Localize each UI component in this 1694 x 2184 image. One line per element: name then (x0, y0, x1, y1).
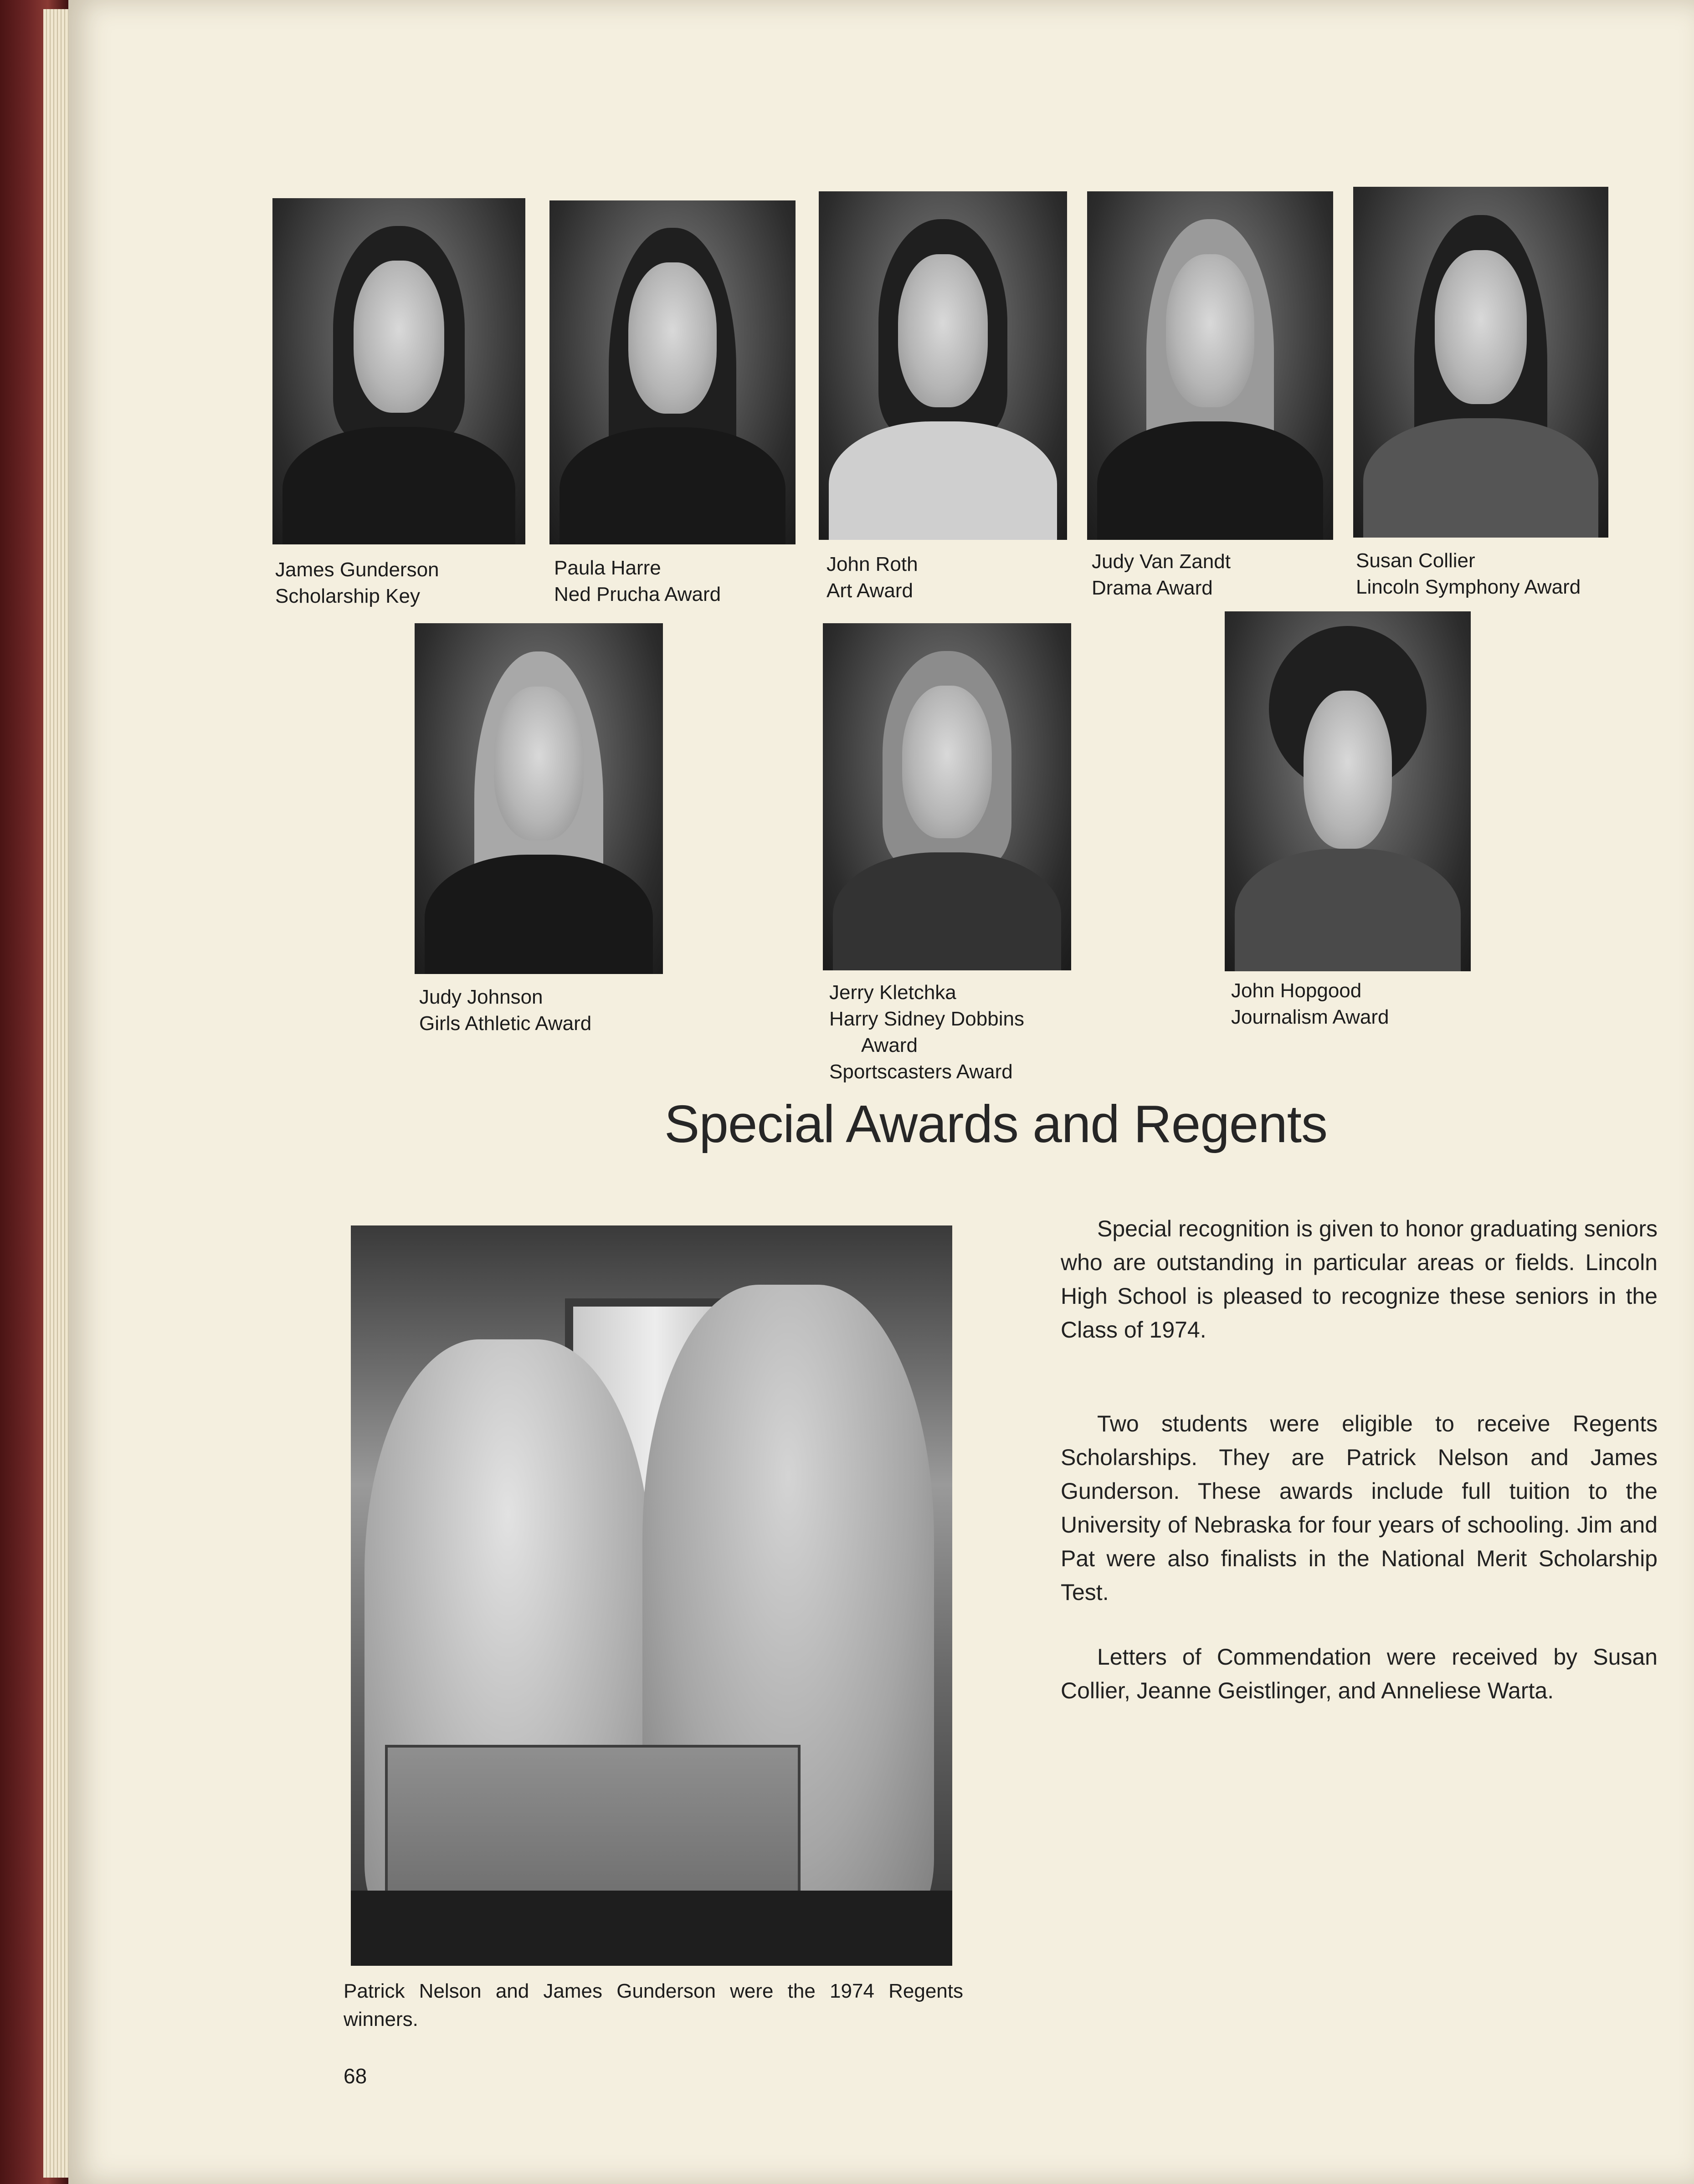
portrait-photo-judy-johnson (415, 623, 663, 974)
yearbook-page (68, 0, 1694, 2184)
portrait-name: Judy Van Zandt (1092, 550, 1231, 573)
portrait-award: Art Award (826, 579, 913, 602)
photo-caption: Patrick Nelson and James Gunderson were the 1974 Regents winners. (344, 1980, 963, 2030)
portrait-award: Scholarship Key (275, 585, 420, 607)
portrait-caption (1356, 548, 1581, 600)
body-paragraph-3: Letters of Commendation were received by Susan Collier, Jeanne Geistlinger, and Anneliese Warta. (1061, 1644, 1658, 1703)
page-title: Special Awards and Regents (664, 1094, 1328, 1154)
portrait-award: Girls Athletic Award (419, 1012, 592, 1035)
portrait-caption (419, 984, 591, 1037)
portrait-photo-james-gunderson (272, 198, 525, 544)
portrait-caption (1231, 978, 1389, 1030)
regents-winners-photo (351, 1225, 952, 1966)
portrait-photo-judy-van-zandt (1087, 191, 1333, 540)
portrait-award: Journalism Award (1231, 1006, 1389, 1028)
portrait-name: Susan Collier (1356, 549, 1475, 572)
portrait-photo-susan-collier (1353, 187, 1608, 538)
portrait-award: Sportscasters Award (829, 1061, 1013, 1083)
portrait-name: Jerry Kletchka (829, 981, 956, 1004)
portrait-photo-john-hopgood (1225, 611, 1471, 971)
portrait-caption (1092, 549, 1231, 601)
portrait-photo-jerry-kletchka (823, 623, 1071, 970)
portrait-award: Ned Prucha Award (554, 583, 721, 605)
portrait-photo-paula-harre (549, 200, 796, 544)
portrait-name: Judy Johnson (419, 986, 543, 1008)
portrait-caption (275, 557, 439, 610)
portrait-name: John Hopgood (1231, 979, 1362, 1002)
portrait-name: Paula Harre (554, 557, 661, 579)
page-number: 68 (344, 2064, 367, 2088)
portrait-caption (826, 551, 918, 604)
portrait-award: Lincoln Symphony Award (1356, 576, 1581, 598)
portrait-award: Harry Sidney Dobbins (829, 1008, 1024, 1030)
portrait-photo-john-roth (819, 191, 1067, 540)
body-paragraph-2: Two students were eligible to receive Regents Scholarships. They are Patrick Nelson and James Gunderson. These awards include full tuition to the University of Nebraska for four years of schooling. Jim and Pat were also finalists in the National Merit Scholarship Test. (1061, 1411, 1658, 1605)
portrait-award: Award (861, 1034, 918, 1056)
portrait-name: James Gunderson (275, 559, 439, 581)
portrait-award: Drama Award (1092, 577, 1213, 599)
portrait-caption (554, 555, 721, 608)
portrait-name: John Roth (826, 553, 918, 575)
portrait-caption (829, 979, 1024, 1085)
body-paragraph-1: Special recognition is given to honor graduating seniors who are outstanding in particular areas or fields. Lincoln High School is pleased to recognize these seniors in the Class of 1974. (1061, 1216, 1658, 1343)
